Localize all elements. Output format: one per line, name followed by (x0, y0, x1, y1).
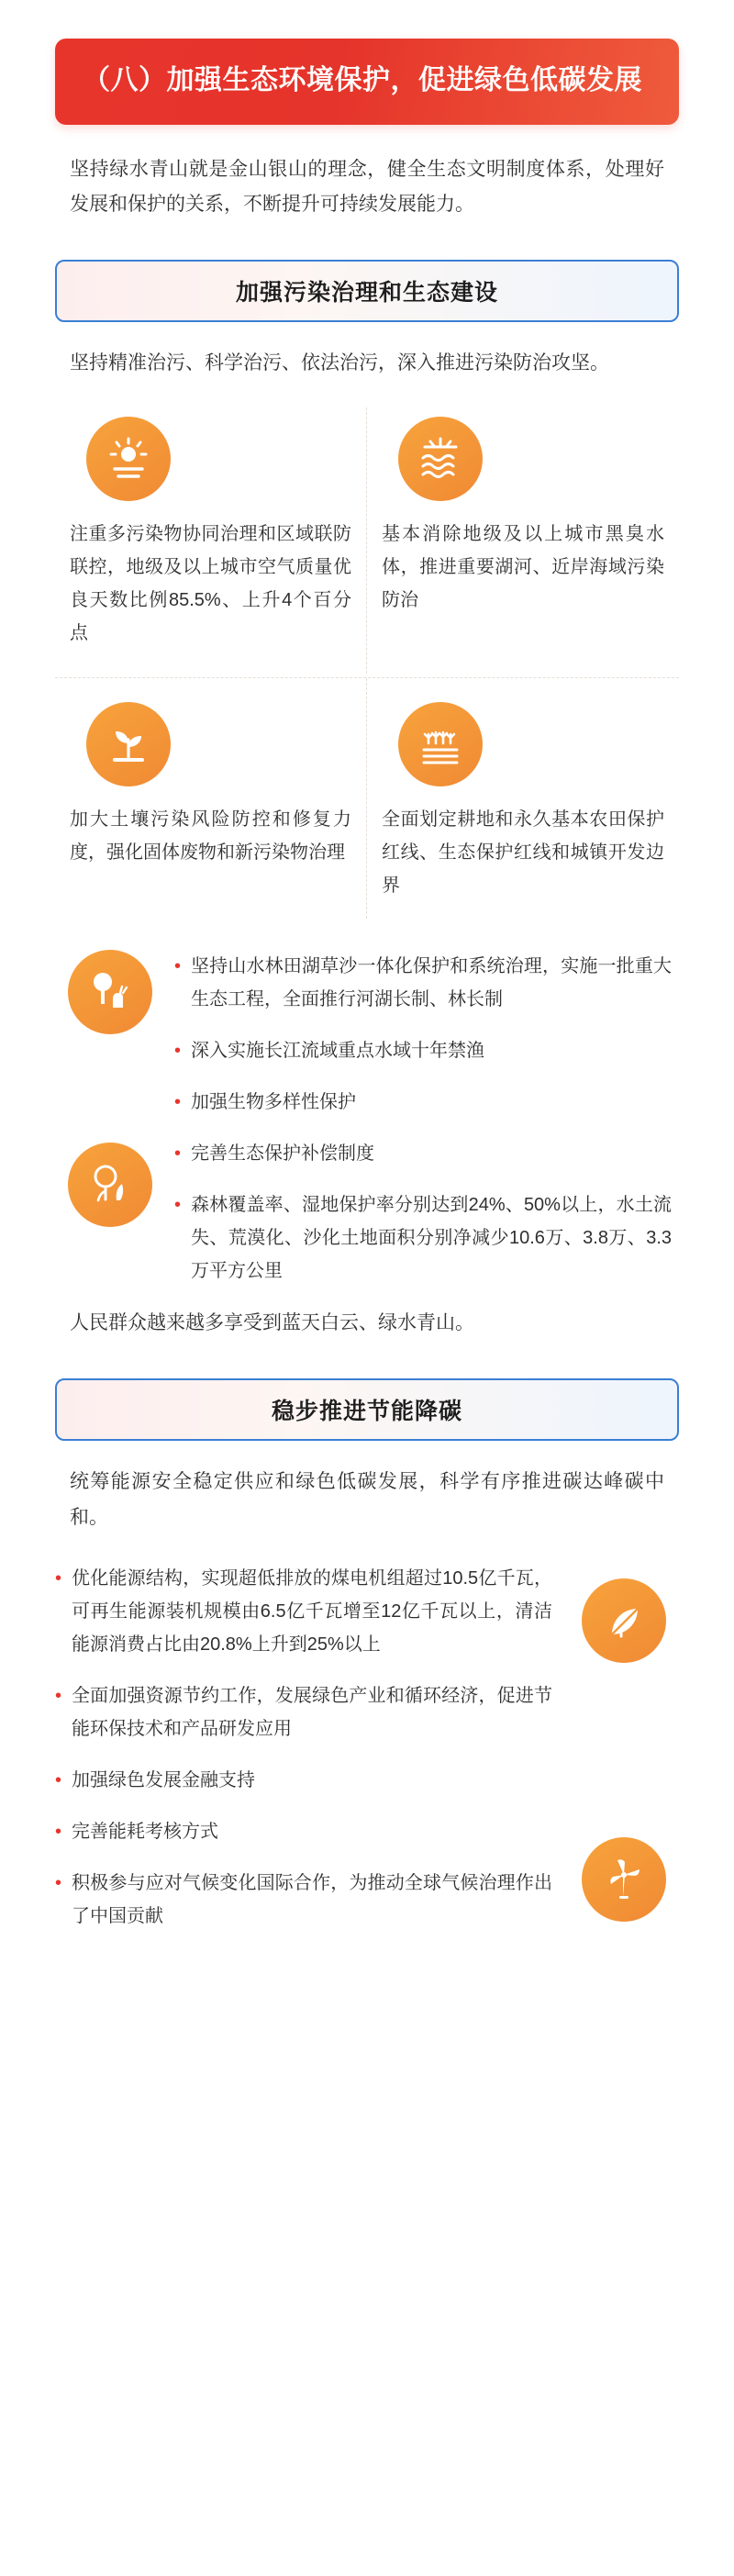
list-item (174, 1188, 672, 1288)
bullet-text: 加强生物多样性保护 (191, 1092, 356, 1113)
bullet-block-ecology (55, 950, 679, 1288)
grid-cell-text: 加大土壤污染风险防控和修复力度，强化固体废物和新污染物治理 (70, 809, 351, 864)
section-lead-energy: 统筹能源安全稳定供应和绿色低碳发展，科学有序推进碳达峰碳中和。 (70, 1470, 664, 1528)
icon-text-grid (55, 407, 679, 919)
side-icon-column (560, 1578, 679, 1922)
bullet-dot: • (55, 1567, 62, 1589)
wind-turbine-icon (582, 1837, 666, 1922)
bullet-text: 完善能耗考核方式 (72, 1821, 218, 1842)
bullet-dot: • (55, 1685, 62, 1706)
bullet-list (174, 950, 679, 1288)
bullet-dot: • (55, 1821, 62, 1842)
bullet-dot: • (174, 1195, 182, 1216)
grid-cell (55, 407, 367, 674)
list-item (55, 1679, 552, 1745)
bullet-dot: • (174, 1143, 182, 1165)
grid-cell-text: 全面划定耕地和永久基本农田保护红线、生态保护红线和城镇开发边界 (382, 809, 664, 897)
list-item (174, 950, 672, 1016)
section-closing-pollution: 人民群众越来越多享受到蓝天白云、绿水青山。 (70, 1312, 474, 1334)
bullet-text: 积极参与应对气候变化国际合作，为推动全球气候治理作出了中国贡献 (72, 1872, 552, 1926)
section-title-energy (55, 1378, 679, 1441)
soil-sprout-icon (86, 702, 171, 786)
header-banner (55, 39, 679, 125)
list-item (55, 1815, 552, 1848)
bullet-block-energy (55, 1562, 679, 1957)
section-title-label: 稳步推进节能降碳 (271, 1398, 462, 1424)
bullet-text: 优化能源结构，实现超低排放的煤电机组超过10.5亿千瓦，可再生能源装机规模由6.5亿千瓦增至12亿千瓦以上，清洁能源消费占比由20.8%上升到25%以上 (72, 1567, 552, 1655)
bullet-dot: • (174, 956, 182, 977)
bullet-dot: • (55, 1872, 62, 1893)
header-banner-wrap (55, 0, 679, 125)
water-waves-icon (398, 417, 483, 501)
grid-cell-text: 注重多污染物协同治理和区域联防联控，地级及以上城市空气质量优良天数比例85.5%、上升4个百分点 (70, 524, 351, 644)
bullet-text: 加强绿色发展金融支持 (72, 1769, 255, 1790)
section-title-pollution (55, 260, 679, 322)
bullet-text: 坚持山水林田湖草沙一体化保护和系统治理，实施一批重大生态工程，全面推行河湖长制、林长制 (191, 956, 672, 1010)
grid-cell (55, 678, 367, 919)
bullet-list (55, 1562, 560, 1933)
bullet-text: 深入实施长江流域重点水域十年禁渔 (191, 1041, 484, 1062)
list-item (55, 1867, 552, 1933)
grid-cell (367, 407, 679, 674)
list-item (174, 1086, 672, 1119)
bottom-spacer (55, 1957, 679, 1990)
forest-grass-icon (68, 1143, 152, 1227)
list-item (174, 1034, 672, 1067)
intro-paragraph: 坚持绿水青山就是金山银山的理念，健全生态文明制度体系，处理好发展和保护的关系，不断提升可持续发展能力。 (70, 158, 664, 216)
bullet-text: 全面加强资源节约工作，发展绿色产业和循环经济，促进节能环保技术和产品研发应用 (72, 1685, 552, 1739)
tree-deer-icon (68, 950, 152, 1034)
grid-cell (367, 678, 679, 919)
section-lead-pollution: 坚持精准治污、科学治污、依法治污，深入推进污染防治攻坚。 (70, 352, 609, 374)
bullet-text: 完善生态保护补偿制度 (191, 1143, 374, 1165)
list-item (55, 1562, 552, 1661)
page-title: （八）加强生态环境保护，促进绿色低碳发展 (83, 65, 642, 95)
list-item (174, 1137, 672, 1170)
leaf-plug-icon (582, 1578, 666, 1663)
sun-pollution-icon (86, 417, 171, 501)
grid-cell-text: 基本消除地级及以上城市黑臭水体，推进重要湖河、近岸海域污染防治 (382, 524, 664, 611)
bullet-dot: • (174, 1092, 182, 1113)
bullet-text: 森林覆盖率、湿地保护率分别达到24%、50%以上，水土流失、荒漠化、沙化土地面积分别净减少10.6万、3.8万、3.3万平方公里 (191, 1195, 672, 1282)
bullet-dot: • (55, 1769, 62, 1790)
document-content (17, 0, 717, 2045)
list-item (55, 1764, 552, 1797)
section-title-label: 加强污染治理和生态建设 (235, 280, 498, 307)
bullet-dot: • (174, 1041, 182, 1062)
farmland-icon (398, 702, 483, 786)
side-icon-column (55, 950, 174, 1227)
